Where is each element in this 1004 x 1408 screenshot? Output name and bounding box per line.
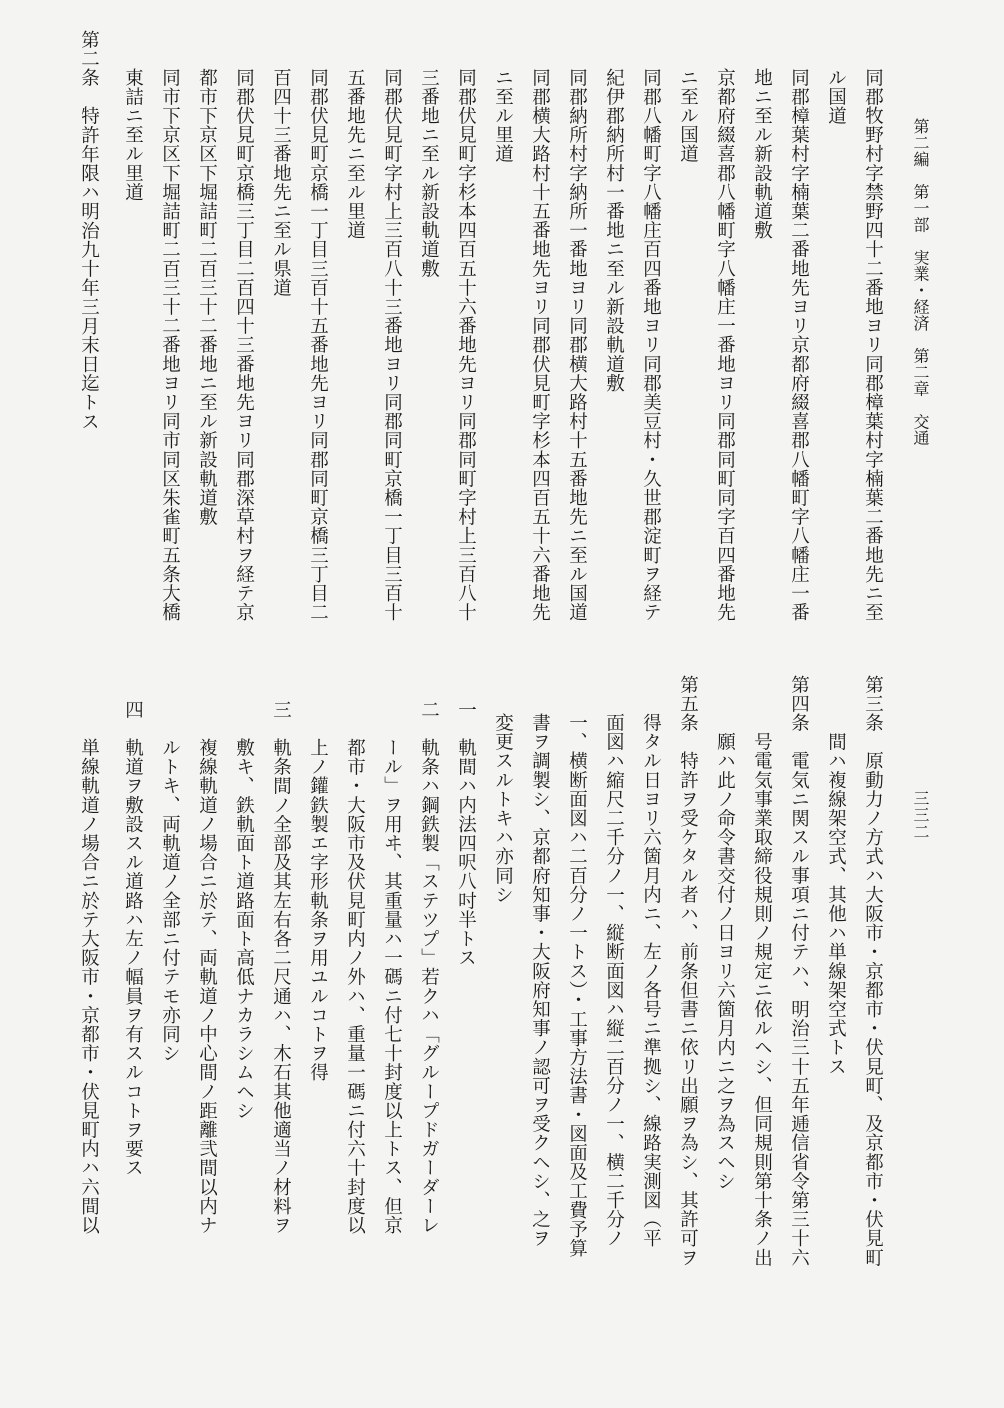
lower-line-22: 単線軌道ノ場合ニ於テ大阪市・京都市・伏見町内ハ六間以 [78, 700, 100, 1235]
upper-line-17: 百四十三番地先ニ至ル県道 [270, 68, 292, 298]
article-2: 第二条 特許年限ハ明治九十年三月末日迄トス [78, 30, 100, 432]
upper-line-1: 同郡牧野村字禁野四十二番地ヨリ同郡樟葉村字楠葉二番地先ニ至 [862, 68, 884, 622]
upper-line-15: 五番地先ニ至ル里道 [344, 68, 366, 240]
lower-line-11: 変更スルトキハ亦同シ [492, 675, 514, 905]
upper-line-6: ニ至ル国道 [677, 68, 699, 164]
upper-line-3: 同郡樟葉村字楠葉二番地先ヨリ京都府綴喜郡八幡町字八幡庄一番 [788, 68, 810, 622]
upper-line-10: 同郡横大路村十五番地先ヨリ同郡伏見町字杉本四百五十六番地先 [529, 68, 551, 622]
upper-line-20: 同市下京区下堀詰町二百三十二番地ヨリ同市同区朱雀町五条大橋 [159, 68, 181, 622]
upper-line-9: 同郡納所村字納所一番地ヨリ同郡横大路村十五番地先ニ至ル国道 [566, 68, 588, 622]
item-2: 二 軌条ハ鋼鉄製「ステツプ」若クハ「グループドガーダーレ [418, 700, 440, 1235]
lower-line-8: 面図ハ縮尺二千分ノ一、縦断面図ハ縦二百分ノ一、横二千分ノ [603, 675, 625, 1248]
article-3: 第三条 原動力ノ方式ハ大阪市・京都市・伏見町、及京都市・伏見町 [862, 675, 884, 1268]
article-4: 第四条 電気ニ関スル事項ニ付テハ、明治三十五年逓信省令第三十六 [788, 675, 810, 1268]
lower-line-14: ール」ヲ用ヰ、其重量ハ一碼ニ付七十封度以上トス、但京 [381, 700, 403, 1235]
item-1: 一 軌間ハ内法四呎八吋半トス [455, 700, 477, 968]
upper-line-21: 東詰ニ至ル里道 [122, 68, 144, 202]
lower-line-5: 願ハ此ノ命令書交付ノ日ヨリ六箇月内ニ之ヲ為スヘシ [714, 675, 736, 1191]
lower-line-19: 複線軌道ノ場合ニ於テ、両軌道ノ中心間ノ距離弐間以内ナ [196, 700, 218, 1235]
lower-line-4: 号電気事業取締役規則ノ規定ニ依ルヘシ、但同規則第十条ノ出 [751, 675, 773, 1268]
item-3: 三 軌条間ノ全部及其左右各二尺通ハ、木石其他適当ノ材料ヲ [270, 700, 292, 1235]
upper-line-4: 地ニ至ル新設軌道敷 [751, 68, 773, 240]
upper-line-11: ニ至ル里道 [492, 68, 514, 164]
lower-line-15: 都市・大阪市及伏見町内ノ外ハ、重量一碼ニ付六十封度以 [344, 700, 366, 1235]
page-number: 三三二 [911, 790, 930, 840]
upper-line-5: 京都府綴喜郡八幡町字八幡庄一番地ヨリ同郡同町同字百四番地先 [714, 68, 736, 622]
lower-line-10: 書ヲ調製シ、京都府知事・大阪府知事ノ認可ヲ受クヘシ、之ヲ [529, 675, 551, 1248]
lower-line-20: ルトキ、両軌道ノ全部ニ付テモ亦同シ [159, 700, 181, 1063]
upper-line-13: 三番地ニ至ル新設軌道敷 [418, 68, 440, 279]
upper-line-14: 同郡伏見町字村上三百八十三番地ヨリ同郡同町京橋一丁目三百十 [381, 68, 403, 622]
upper-line-8: 紀伊郡納所村一番地ニ至ル新設軌道敷 [603, 68, 625, 393]
article-5: 第五条 特許ヲ受ケタル者ハ、前条但書ニ依リ出願ヲ為シ、其許可ヲ [677, 675, 699, 1268]
lower-line-7: 得タル日ヨリ六箇月内ニ、左ノ各号ニ準拠シ、線路実測図（平 [640, 675, 662, 1248]
item-4: 四 軌道ヲ敷設スル道路ハ左ノ幅員ヲ有スルコトヲ要ス [122, 700, 144, 1178]
lower-line-2: 間ハ複線架空式、其他ハ単線架空式トス [825, 675, 847, 1077]
upper-line-2: ル国道 [825, 68, 847, 126]
lower-line-9: 一、横断面図ハ二百分ノ一トス）・工事方法書・図面及工費予算 [566, 675, 588, 1258]
upper-line-12: 同郡伏見町字杉本四百五十六番地先ヨリ同郡同町字村上三百八十 [455, 68, 477, 622]
upper-line-7: 同郡八幡町字八幡庄百四番地ヨリ同郡美豆村・久世郡淀町ヲ経テ [640, 68, 662, 622]
upper-line-18: 同郡伏見町京橋三丁目二百四十三番地先ヨリ同郡深草村ヲ経テ京 [233, 68, 255, 622]
lower-line-16: 上ノ鑵鉄製エ字形軌条ヲ用ユルコトヲ得 [307, 700, 329, 1082]
lower-line-18: 敷キ、鉄軌面ト道路面ト高低ナカラシムヘシ [233, 700, 255, 1121]
running-header: 第二編 第一部 実業・経済 第二章 交通 [911, 118, 930, 446]
upper-line-16: 同郡伏見町京橋一丁目三百十五番地先ヨリ同郡同町京橋三丁目二 [307, 68, 329, 622]
upper-line-19: 都市下京区下堀詰町二百三十二番地ニ至ル新設軌道敷 [196, 68, 218, 527]
